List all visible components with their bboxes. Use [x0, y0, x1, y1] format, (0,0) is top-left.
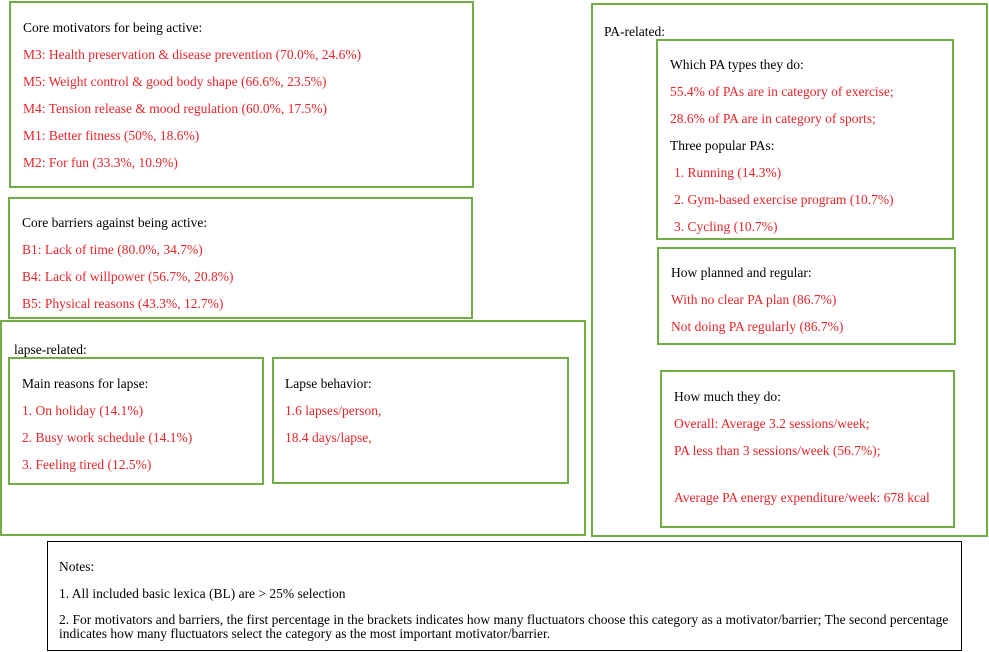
- note-item: 2. For motivators and barriers, the first percentage in the brackets indicates how many fluctuators choose this category as a motivator/barrier; The second percentage indicates how many fluctuators select the category as the most important motivator/barrier.: [59, 612, 949, 641]
- lapse-reasons-title: Main reasons for lapse:: [22, 376, 149, 391]
- lapse-behavior-item: 18.4 days/lapse,: [285, 430, 372, 445]
- notes-title: Notes:: [59, 559, 95, 574]
- pa-amount-title: How much they do:: [674, 389, 781, 404]
- pa-type-item: 55.4% of PAs are in category of exercise;: [670, 84, 894, 99]
- notes-box: [47, 541, 962, 651]
- lapse-behavior-box: [272, 357, 569, 484]
- pa-amount-item: Average PA energy expenditure/week: 678 kcal: [674, 490, 930, 505]
- popular-pa-item: 2. Gym-based exercise program (10.7%): [674, 192, 894, 207]
- pa-type-item: 28.6% of PA are in category of sports;: [670, 111, 876, 126]
- pa-amount-box: [660, 370, 955, 528]
- pa-types-title: Which PA types they do:: [670, 57, 804, 72]
- motivator-item: M3: Health preservation & disease prevention (70.0%, 24.6%): [23, 47, 362, 62]
- motivator-item: M4: Tension release & mood regulation (60.0%, 17.5%): [23, 101, 327, 116]
- popular-pa-title: Three popular PAs:: [670, 138, 775, 153]
- motivators-box: [9, 1, 474, 188]
- barriers-box: [8, 197, 473, 319]
- pa-types-box: [656, 39, 954, 240]
- barrier-item: B4: Lack of willpower (56.7%, 20.8%): [22, 269, 234, 284]
- barriers-title: Core barriers against being active:: [22, 215, 208, 230]
- motivator-item: M2: For fun (33.3%, 10.9%): [23, 155, 178, 170]
- pa-planned-item: Not doing PA regularly (86.7%): [671, 319, 844, 334]
- lapse-reasons-box: [8, 357, 264, 485]
- note-item: 1. All included basic lexica (BL) are > 25% selection: [59, 586, 346, 601]
- pa-planned-title: How planned and regular:: [671, 265, 812, 280]
- pa-planned-item: With no clear PA plan (86.7%): [671, 292, 837, 307]
- barrier-item: B5: Physical reasons (43.3%, 12.7%): [22, 296, 224, 311]
- pa-amount-item: Overall: Average 3.2 sessions/week;: [674, 416, 870, 431]
- pa-planned-box: [657, 247, 956, 345]
- motivator-item: M5: Weight control & good body shape (66.6%, 23.5%): [23, 74, 327, 89]
- lapse-behavior-title: Lapse behavior:: [285, 376, 372, 391]
- lapse-reason-item: 1. On holiday (14.1%): [22, 403, 144, 418]
- pa-title: PA-related:: [604, 24, 665, 39]
- pa-amount-item: PA less than 3 sessions/week (56.7%);: [674, 443, 881, 458]
- popular-pa-item: 3. Cycling (10.7%): [674, 219, 778, 234]
- lapse-reason-item: 3. Feeling tired (12.5%): [22, 457, 152, 472]
- motivator-item: M1: Better fitness (50%, 18.6%): [23, 128, 200, 143]
- lapse-title: lapse-related:: [14, 342, 87, 357]
- barrier-item: B1: Lack of time (80.0%, 34.7%): [22, 242, 203, 257]
- lapse-behavior-item: 1.6 lapses/person,: [285, 403, 382, 418]
- motivators-title: Core motivators for being active:: [23, 20, 203, 35]
- lapse-reason-item: 2. Busy work schedule (14.1%): [22, 430, 193, 445]
- popular-pa-item: 1. Running (14.3%): [674, 165, 782, 180]
